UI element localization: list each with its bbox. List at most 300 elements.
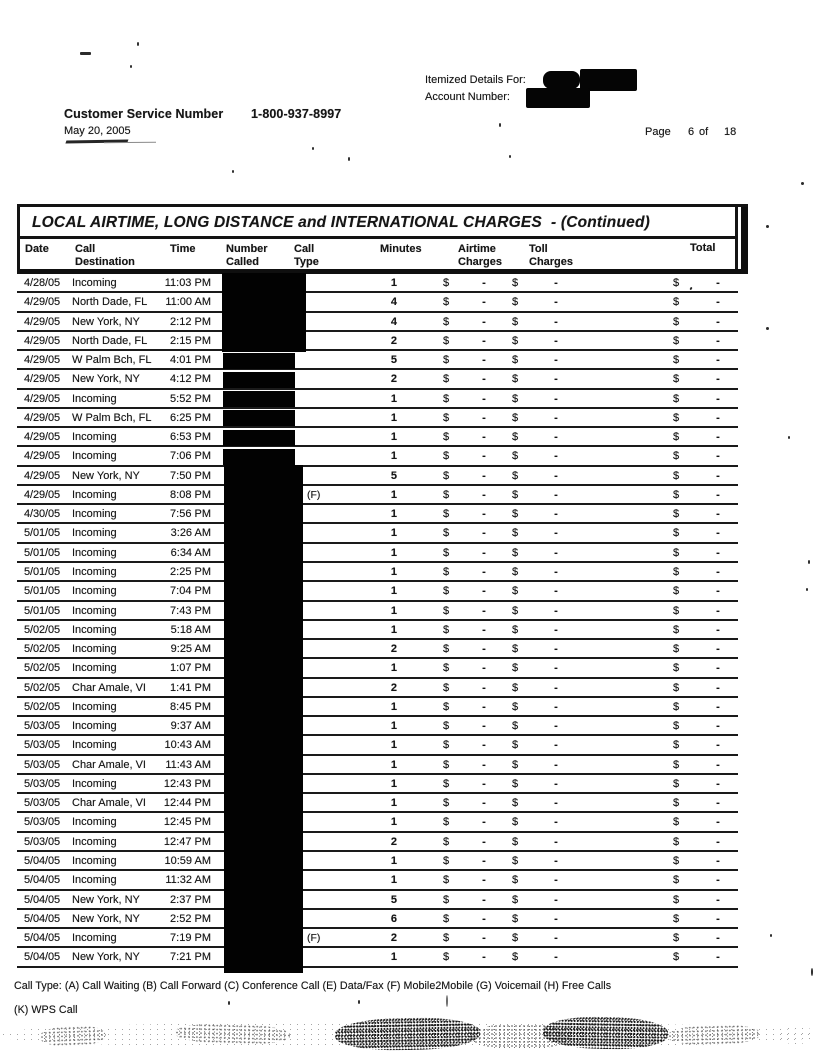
call-minutes: 1 — [390, 604, 397, 617]
itemized-details-redaction — [543, 71, 580, 89]
call-time: 11:03 PM — [164, 277, 211, 289]
scan-speck — [358, 1000, 360, 1004]
toll-currency: $ — [512, 565, 519, 578]
airtime-amount-dash: - — [482, 932, 486, 945]
total-amount-dash: - — [716, 662, 720, 675]
call-destination: Incoming — [72, 527, 117, 540]
call-date: 4/29/05 — [24, 296, 61, 309]
call-destination: Incoming — [72, 450, 117, 463]
toll-currency: $ — [512, 623, 519, 636]
page-number: 6 — [688, 126, 695, 138]
call-time: 1:07 PM — [170, 662, 211, 675]
call-minutes: 1 — [390, 431, 397, 444]
airtime-amount-dash: - — [482, 720, 486, 733]
call-minutes: 5 — [390, 893, 397, 906]
toll-currency: $ — [512, 411, 519, 424]
airtime-currency: $ — [443, 488, 450, 501]
call-record-row — [17, 929, 738, 948]
airtime-amount-dash: - — [482, 662, 486, 675]
toll-currency: $ — [512, 700, 519, 713]
toll-currency: $ — [512, 777, 519, 790]
toll-amount-dash: - — [554, 932, 558, 945]
call-record-row — [17, 351, 738, 370]
toll-currency: $ — [512, 835, 519, 848]
airtime-amount-dash: - — [482, 431, 486, 444]
total-currency: $ — [673, 450, 680, 463]
call-minutes: 1 — [390, 488, 397, 501]
call-destination: New York, NY — [72, 373, 140, 386]
call-record-row — [17, 293, 738, 312]
call-minutes: 1 — [390, 546, 397, 559]
call-date: 4/29/05 — [24, 315, 61, 328]
call-minutes: 1 — [390, 777, 397, 790]
total-currency: $ — [673, 643, 680, 656]
call-date: 4/29/05 — [24, 488, 61, 501]
call-minutes: 4 — [390, 296, 397, 309]
airtime-amount-dash: - — [482, 411, 486, 424]
airtime-currency: $ — [443, 835, 450, 848]
total-currency: $ — [673, 277, 680, 289]
total-amount-dash: - — [716, 604, 720, 617]
number-called-redaction — [223, 449, 295, 465]
call-time: 3:26 AM — [170, 527, 211, 540]
airtime-currency: $ — [443, 450, 450, 463]
airtime-amount-dash: - — [482, 373, 486, 386]
call-destination: North Dade, FL — [72, 296, 148, 309]
toll-amount-dash: - — [554, 720, 558, 733]
call-record-row — [17, 736, 738, 755]
total-currency: $ — [673, 874, 680, 887]
total-currency: $ — [673, 835, 680, 848]
total-currency: $ — [673, 739, 680, 752]
toll-amount-dash: - — [554, 546, 558, 559]
number-called-redaction — [223, 430, 295, 446]
call-destination: Char Amale, VI — [72, 681, 146, 694]
number-called-redaction — [223, 410, 295, 426]
scan-speck — [801, 182, 804, 185]
scan-speck — [130, 65, 132, 68]
col-header-airtime-charges: Charges — [458, 256, 503, 268]
toll-amount-dash: - — [554, 797, 558, 810]
airtime-currency: $ — [443, 604, 450, 617]
airtime-currency: $ — [443, 527, 450, 540]
airtime-amount-dash: - — [482, 604, 486, 617]
total-currency: $ — [673, 411, 680, 424]
airtime-currency: $ — [443, 777, 450, 790]
scan-speck — [137, 42, 139, 46]
call-date: 4/29/05 — [24, 392, 61, 405]
toll-amount-dash: - — [554, 681, 558, 694]
total-currency: $ — [673, 912, 680, 925]
call-record-row — [17, 524, 738, 543]
call-time: 5:52 PM — [170, 392, 211, 405]
toll-amount-dash: - — [554, 450, 558, 463]
total-amount-dash: - — [716, 797, 720, 810]
scan-speck — [312, 147, 314, 150]
scan-speck — [446, 995, 448, 1007]
call-destination: New York, NY — [72, 315, 140, 328]
toll-currency: $ — [512, 431, 519, 444]
col-header-toll-charges: Charges — [529, 256, 574, 268]
col-header-minutes: Minutes — [380, 243, 422, 255]
call-record-row — [17, 390, 738, 409]
call-destination: Incoming — [72, 604, 117, 617]
total-amount-dash: - — [716, 874, 720, 887]
call-time: 12:44 PM — [163, 797, 211, 810]
call-date: 4/29/05 — [24, 373, 61, 386]
call-type-code: (F) — [307, 488, 321, 501]
call-record-row — [17, 447, 738, 466]
total-currency: $ — [673, 816, 680, 829]
total-amount-dash: - — [716, 315, 720, 328]
airtime-currency: $ — [443, 758, 450, 771]
call-record-row — [17, 640, 738, 659]
table-title — [20, 207, 748, 239]
total-amount-dash: - — [716, 912, 720, 925]
toll-amount-dash: - — [554, 354, 558, 367]
airtime-amount-dash: - — [482, 854, 486, 867]
call-date: 4/29/05 — [24, 354, 61, 367]
toll-amount-dash: - — [554, 739, 558, 752]
toll-amount-dash: - — [554, 411, 558, 424]
call-minutes: 1 — [390, 662, 397, 675]
airtime-currency: $ — [443, 469, 450, 482]
call-record-row — [17, 698, 738, 717]
call-minutes: 6 — [390, 912, 397, 925]
call-minutes: 2 — [390, 334, 397, 347]
airtime-currency: $ — [443, 739, 450, 752]
col-header-called: Called — [226, 256, 260, 268]
call-time: 8:45 PM — [170, 700, 211, 713]
toll-currency: $ — [512, 277, 519, 289]
call-time: 12:43 PM — [163, 777, 211, 790]
toll-currency: $ — [512, 854, 519, 867]
scan-speck — [509, 155, 511, 158]
call-minutes: 1 — [390, 874, 397, 887]
col-header-toll: Toll — [529, 243, 548, 255]
charges-table — [17, 204, 748, 968]
airtime-currency: $ — [443, 932, 450, 945]
airtime-currency: $ — [443, 431, 450, 444]
total-currency: $ — [673, 604, 680, 617]
number-called-redaction — [222, 311, 306, 333]
call-date: 4/29/05 — [24, 411, 61, 424]
total-amount-dash: - — [716, 373, 720, 386]
total-currency: $ — [673, 893, 680, 906]
airtime-amount-dash: - — [482, 874, 486, 887]
call-minutes: 4 — [390, 315, 397, 328]
call-minutes: 1 — [390, 411, 397, 424]
toll-currency: $ — [512, 932, 519, 945]
total-amount-dash: - — [716, 411, 720, 424]
toll-amount-dash: - — [554, 469, 558, 482]
call-destination: Incoming — [72, 546, 117, 559]
total-currency: $ — [673, 932, 680, 945]
call-time: 2:52 PM — [170, 912, 211, 925]
call-record-row — [17, 370, 738, 389]
total-amount-dash: - — [716, 392, 720, 405]
account-number-redaction — [526, 88, 590, 108]
table-title-header-box — [17, 204, 748, 274]
airtime-amount-dash: - — [482, 508, 486, 521]
airtime-currency: $ — [443, 662, 450, 675]
call-destination: Incoming — [72, 392, 117, 405]
scan-speck — [811, 968, 813, 976]
call-date: 5/01/05 — [24, 546, 61, 559]
airtime-amount-dash: - — [482, 585, 486, 598]
call-record-row — [17, 505, 738, 524]
airtime-amount-dash: - — [482, 565, 486, 578]
call-date: 5/03/05 — [24, 816, 61, 829]
total-currency: $ — [673, 315, 680, 328]
total-amount-dash: - — [716, 450, 720, 463]
toll-amount-dash: - — [554, 758, 558, 771]
table-title-suffix: - (Continued) — [550, 214, 650, 231]
call-record-row — [17, 486, 738, 505]
call-record-row — [17, 891, 738, 910]
airtime-amount-dash: - — [482, 681, 486, 694]
call-time: 5:18 AM — [170, 623, 211, 636]
call-type-code: (F) — [307, 932, 321, 945]
call-date: 5/02/05 — [24, 623, 61, 636]
call-minutes: 2 — [390, 835, 397, 848]
call-date: 5/01/05 — [24, 527, 61, 540]
call-minutes: 1 — [390, 392, 397, 405]
wps-call-legend: (K) WPS Call — [14, 1004, 78, 1016]
call-date: 5/04/05 — [24, 893, 61, 906]
call-minutes: 1 — [390, 739, 397, 752]
page-label: Page — [645, 126, 671, 138]
call-time: 6:53 PM — [170, 431, 211, 444]
airtime-currency: $ — [443, 392, 450, 405]
call-minutes: 1 — [390, 623, 397, 636]
toll-amount-dash: - — [554, 604, 558, 617]
call-destination: W Palm Bch, FL — [72, 354, 152, 367]
pen-scribble — [104, 142, 156, 144]
airtime-currency: $ — [443, 854, 450, 867]
airtime-currency: $ — [443, 508, 450, 521]
toll-currency: $ — [512, 739, 519, 752]
toll-currency: $ — [512, 893, 519, 906]
toll-amount-dash: - — [554, 700, 558, 713]
col-header-call: Call — [75, 243, 96, 255]
call-time: 11:00 AM — [165, 296, 211, 309]
toll-currency: $ — [512, 508, 519, 521]
total-currency: $ — [673, 681, 680, 694]
call-minutes: 1 — [390, 758, 397, 771]
call-minutes: 2 — [390, 643, 397, 656]
call-time: 2:15 PM — [170, 334, 211, 347]
call-date: 5/02/05 — [24, 681, 61, 694]
total-amount-dash: - — [716, 354, 720, 367]
toll-amount-dash: - — [554, 373, 558, 386]
total-currency: $ — [673, 585, 680, 598]
call-destination: Incoming — [72, 835, 117, 848]
airtime-currency: $ — [443, 546, 450, 559]
call-minutes: 1 — [390, 854, 397, 867]
call-date: 5/03/05 — [24, 758, 61, 771]
table-column-headers — [20, 239, 748, 274]
airtime-currency: $ — [443, 912, 450, 925]
toll-currency: $ — [512, 758, 519, 771]
toll-amount-dash: - — [554, 296, 558, 309]
total-amount-dash: - — [716, 565, 720, 578]
total-currency: $ — [673, 662, 680, 675]
call-time: 10:43 AM — [164, 739, 211, 752]
airtime-amount-dash: - — [482, 777, 486, 790]
call-minutes: 2 — [390, 681, 397, 694]
call-destination: Incoming — [72, 585, 117, 598]
call-date: 5/02/05 — [24, 700, 61, 713]
total-amount-dash: - — [716, 932, 720, 945]
call-minutes: 1 — [390, 816, 397, 829]
call-record-row — [17, 332, 738, 351]
call-date: 5/03/05 — [24, 797, 61, 810]
call-record-row — [17, 621, 738, 640]
call-destination: Incoming — [72, 700, 117, 713]
airtime-currency: $ — [443, 700, 450, 713]
page-of-label: of — [699, 126, 709, 138]
toll-currency: $ — [512, 296, 519, 309]
toll-amount-dash: - — [554, 874, 558, 887]
scan-speck — [80, 52, 91, 55]
call-destination: New York, NY — [72, 951, 140, 964]
call-destination: Incoming — [72, 643, 117, 656]
toll-currency: $ — [512, 951, 519, 964]
call-destination: Incoming — [72, 932, 117, 945]
toll-amount-dash: - — [554, 392, 558, 405]
call-time: 9:25 AM — [170, 643, 211, 656]
total-amount-dash: - — [716, 951, 720, 964]
total-amount-dash: - — [716, 816, 720, 829]
airtime-amount-dash: - — [482, 643, 486, 656]
total-amount-dash: - — [716, 700, 720, 713]
call-minutes: 1 — [390, 700, 397, 713]
total-amount-dash: - — [716, 739, 720, 752]
total-currency: $ — [673, 431, 680, 444]
toll-currency: $ — [512, 354, 519, 367]
toll-amount-dash: - — [554, 488, 558, 501]
toll-currency: $ — [512, 662, 519, 675]
call-date: 5/03/05 — [24, 739, 61, 752]
call-destination: Incoming — [72, 874, 117, 887]
total-amount-dash: - — [716, 546, 720, 559]
total-amount-dash: - — [716, 431, 720, 444]
toll-amount-dash: - — [554, 277, 558, 289]
airtime-amount-dash: - — [482, 392, 486, 405]
customer-service-number: 1-800-937-8997 — [251, 107, 342, 121]
airtime-currency: $ — [443, 681, 450, 694]
airtime-currency: $ — [443, 565, 450, 578]
call-date: 5/04/05 — [24, 912, 61, 925]
call-date: 5/03/05 — [24, 835, 61, 848]
call-destination: Incoming — [72, 431, 117, 444]
airtime-currency: $ — [443, 951, 450, 964]
total-currency: $ — [673, 797, 680, 810]
toll-amount-dash: - — [554, 816, 558, 829]
col-header-airtime: Airtime — [458, 243, 496, 255]
airtime-amount-dash: - — [482, 296, 486, 309]
col-header-number: Number — [226, 243, 268, 255]
airtime-amount-dash: - — [482, 546, 486, 559]
airtime-currency: $ — [443, 315, 450, 328]
call-time: 7:21 PM — [170, 951, 211, 964]
account-number-label: Account Number: — [425, 91, 510, 103]
airtime-amount-dash: - — [482, 700, 486, 713]
total-amount-dash: - — [716, 488, 720, 501]
airtime-currency: $ — [443, 643, 450, 656]
call-time: 2:37 PM — [170, 893, 211, 906]
call-time: 11:43 AM — [165, 758, 211, 771]
call-time: 4:12 PM — [170, 373, 211, 386]
scan-speck — [499, 123, 501, 127]
call-destination: Incoming — [72, 623, 117, 636]
call-record-row — [17, 910, 738, 929]
call-minutes: 1 — [390, 508, 397, 521]
toll-amount-dash: - — [554, 585, 558, 598]
scan-speck — [348, 157, 350, 161]
toll-currency: $ — [512, 527, 519, 540]
call-time: 7:19 PM — [170, 932, 211, 945]
toll-amount-dash: - — [554, 565, 558, 578]
total-amount-dash: - — [716, 277, 720, 289]
table-title-main: LOCAL AIRTIME, LONG DISTANCE and INTERNATIONAL CHARGES — [32, 214, 542, 231]
airtime-amount-dash: - — [482, 797, 486, 810]
total-amount-dash: - — [716, 296, 720, 309]
call-record-row — [17, 756, 738, 775]
total-currency: $ — [673, 488, 680, 501]
total-currency: $ — [673, 565, 680, 578]
airtime-amount-dash: - — [482, 951, 486, 964]
toll-amount-dash: - — [554, 912, 558, 925]
toll-amount-dash: - — [554, 508, 558, 521]
total-amount-dash: - — [716, 623, 720, 636]
toll-currency: $ — [512, 450, 519, 463]
scan-noise-blob — [778, 1026, 814, 1044]
call-date: 4/29/05 — [24, 450, 61, 463]
call-time: 4:01 PM — [170, 354, 211, 367]
toll-currency: $ — [512, 604, 519, 617]
col-header-date: Date — [25, 243, 49, 255]
toll-currency: $ — [512, 681, 519, 694]
airtime-amount-dash: - — [482, 450, 486, 463]
toll-amount-dash: - — [554, 315, 558, 328]
call-time: 6:25 PM — [170, 411, 211, 424]
call-time: 12:45 PM — [163, 816, 211, 829]
toll-amount-dash: - — [554, 835, 558, 848]
call-time: 10:59 AM — [164, 854, 211, 867]
call-record-row — [17, 467, 738, 486]
call-destination: Incoming — [72, 816, 117, 829]
airtime-amount-dash: - — [482, 739, 486, 752]
airtime-amount-dash: - — [482, 623, 486, 636]
total-currency: $ — [673, 392, 680, 405]
airtime-currency: $ — [443, 797, 450, 810]
airtime-amount-dash: - — [482, 912, 486, 925]
total-amount-dash: - — [716, 835, 720, 848]
total-amount-dash: - — [716, 585, 720, 598]
call-destination: Incoming — [72, 739, 117, 752]
call-record-row — [17, 775, 738, 794]
airtime-amount-dash: - — [482, 893, 486, 906]
airtime-currency: $ — [443, 411, 450, 424]
call-record-row — [17, 409, 738, 428]
toll-currency: $ — [512, 469, 519, 482]
call-date: 5/04/05 — [24, 854, 61, 867]
call-time: 7:04 PM — [170, 585, 211, 598]
call-destination: North Dade, FL — [72, 334, 148, 347]
call-time: 7:50 PM — [170, 469, 211, 482]
